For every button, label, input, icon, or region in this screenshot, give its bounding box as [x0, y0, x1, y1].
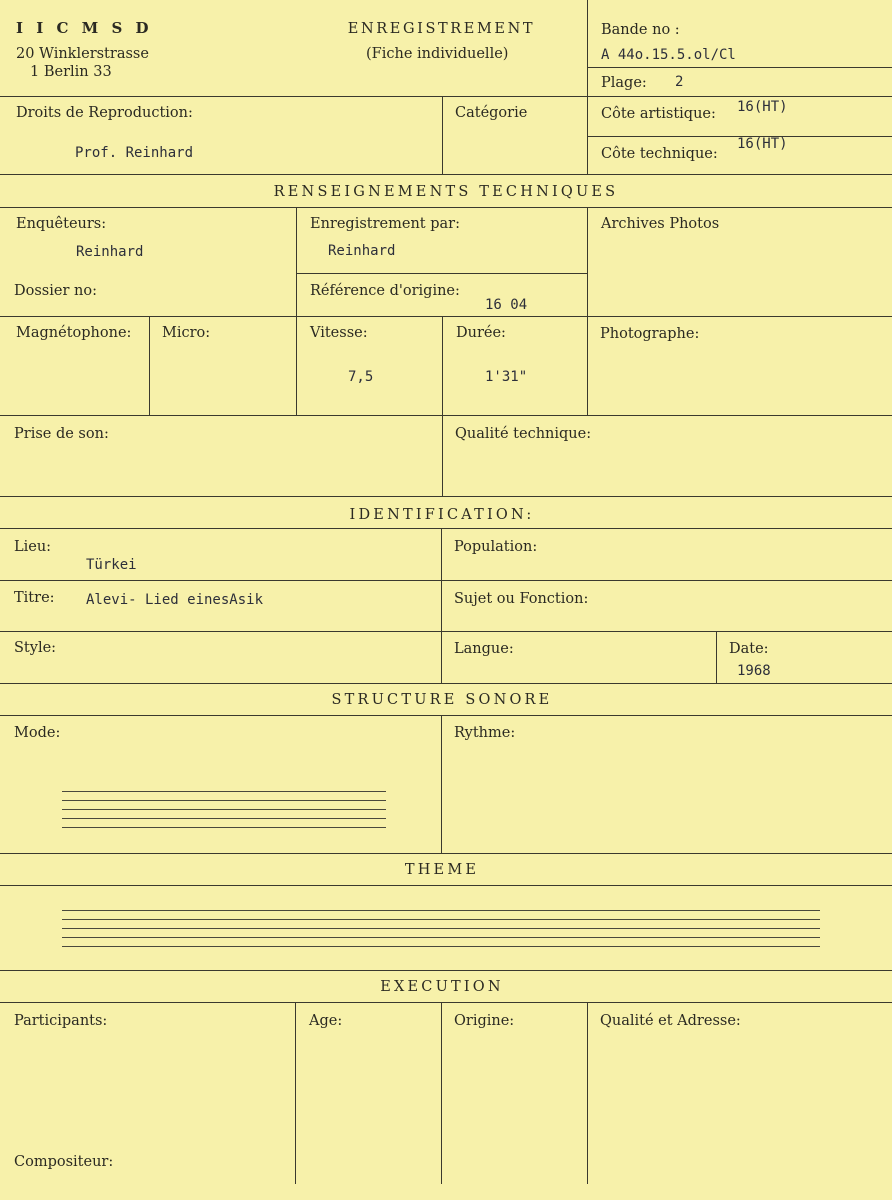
rule — [441, 1002, 442, 1184]
vitesse-value: 7,5 — [348, 369, 374, 385]
age-label: Age: — [309, 1013, 343, 1029]
lieu-label: Lieu: — [14, 539, 52, 555]
rule — [0, 415, 892, 416]
rule — [0, 207, 892, 208]
titre-label: Titre: — [14, 590, 55, 606]
mode-label: Mode: — [14, 725, 61, 741]
rule — [587, 0, 588, 174]
rule — [149, 316, 150, 415]
rule — [0, 174, 892, 175]
rule — [296, 273, 587, 274]
cote-artistique-value: 16(HT) — [737, 99, 788, 115]
plage-label: Plage: — [601, 75, 647, 91]
reference-label: Référence d'origine: — [310, 283, 460, 299]
enregistrement-par-value: Reinhard — [328, 243, 396, 259]
rule — [0, 853, 892, 854]
photographe-label: Photographe: — [600, 326, 700, 342]
rule — [0, 528, 892, 529]
lieu-value: Türkei — [86, 557, 137, 573]
qualite-technique-label: Qualité technique: — [455, 426, 592, 442]
cote-artistique-label: Côte artistique: — [601, 106, 716, 122]
prise-de-son-label: Prise de son: — [14, 426, 109, 442]
rule — [442, 316, 443, 496]
section-structure: STRUCTURE SONORE — [331, 692, 553, 708]
rights-label: Droits de Reproduction: — [16, 105, 193, 121]
rule — [0, 683, 892, 684]
qualite-adresse-label: Qualité et Adresse: — [600, 1013, 741, 1029]
rule — [441, 715, 442, 853]
rule — [0, 715, 892, 716]
form-title: ENREGISTREMENT — [347, 21, 536, 37]
categorie-label: Catégorie — [455, 105, 528, 121]
rights-value: Prof. Reinhard — [75, 145, 194, 161]
cote-technique-label: Côte technique: — [601, 146, 718, 162]
population-label: Population: — [454, 539, 538, 555]
cote-technique-value: 16(HT) — [737, 136, 788, 152]
institute-logo: I I C M S D — [16, 19, 153, 37]
rule — [0, 631, 892, 632]
address-line-2: 1 Berlin 33 — [30, 64, 112, 80]
enqueteurs-value: Reinhard — [76, 244, 144, 260]
rule — [295, 1002, 296, 1184]
sujet-label: Sujet ou Fonction: — [454, 591, 589, 607]
section-identification: IDENTIFICATION: — [349, 507, 535, 523]
rule — [0, 496, 892, 497]
section-execution: EXECUTION — [380, 979, 504, 995]
rule — [441, 528, 442, 683]
duree-label: Durée: — [456, 325, 506, 341]
section-technical: RENSEIGNEMENTS TECHNIQUES — [273, 184, 619, 200]
titre-value: Alevi- Lied einesAsik — [86, 592, 264, 608]
section-theme: THEME — [404, 862, 480, 878]
rule — [716, 631, 717, 683]
date-label: Date: — [729, 641, 769, 657]
rule — [0, 580, 892, 581]
archives-photos-label: Archives Photos — [601, 216, 720, 232]
compositeur-label: Compositeur: — [14, 1154, 114, 1170]
langue-label: Langue: — [454, 641, 514, 657]
address-line-1: 20 Winklerstrasse — [16, 46, 149, 62]
rule — [587, 1002, 588, 1184]
vitesse-label: Vitesse: — [310, 325, 368, 341]
rule — [0, 96, 892, 97]
form-subtitle: (Fiche individuelle) — [366, 46, 509, 62]
enregistrement-par-label: Enregistrement par: — [310, 216, 460, 232]
rule — [587, 67, 892, 68]
rule — [0, 316, 892, 317]
rule — [0, 1002, 892, 1003]
dossier-label: Dossier no: — [14, 283, 97, 299]
rule — [442, 96, 443, 174]
rule — [296, 207, 297, 415]
enqueteurs-label: Enquêteurs: — [16, 216, 107, 232]
reference-value: 16 04 — [485, 297, 528, 313]
participants-label: Participants: — [14, 1013, 108, 1029]
rule — [0, 970, 892, 971]
plage-value: 2 — [675, 74, 684, 90]
magnetophone-label: Magnétophone: — [16, 325, 132, 341]
origine-label: Origine: — [454, 1013, 515, 1029]
rule — [0, 885, 892, 886]
duree-value: 1'31" — [485, 369, 528, 385]
bande-label: Bande no : — [601, 22, 680, 38]
rule — [587, 207, 588, 415]
rythme-label: Rythme: — [454, 725, 516, 741]
date-value: 1968 — [737, 663, 771, 679]
style-label: Style: — [14, 640, 57, 656]
bande-value: A 44o.15.5.ol/Cl — [601, 47, 736, 63]
micro-label: Micro: — [162, 325, 211, 341]
